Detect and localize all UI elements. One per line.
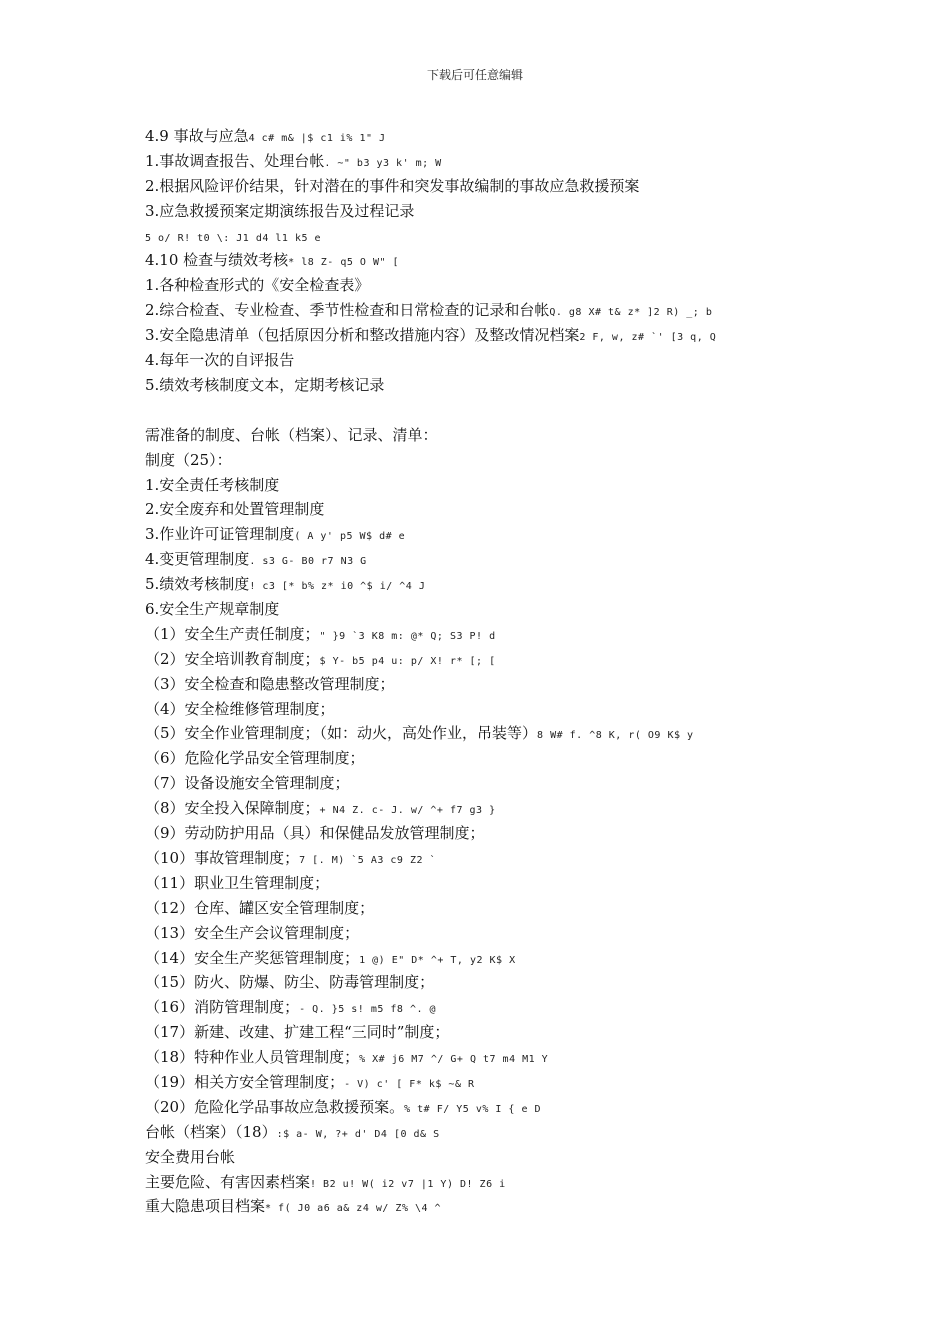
text-line (145, 995, 925, 1020)
line-text: （15）防火、防爆、防尘、防毒管理制度； (145, 973, 435, 992)
line-text: 需准备的制度、台帐（档案）、记录、清单： (145, 425, 438, 444)
line-noise-text: ! B2 u! W( i2 v7 |1 Y) D! Z6 i (310, 1178, 506, 1190)
text-line (145, 1170, 925, 1195)
line-text: （1）安全生产责任制度； (145, 624, 320, 643)
text-line (145, 149, 925, 174)
text-line (145, 572, 925, 597)
text-line (145, 273, 925, 298)
text-line (145, 846, 925, 871)
text-line (145, 1045, 925, 1070)
line-text: 3.应急救援预案定期演练报告及过程记录 (145, 201, 415, 220)
line-text: （3）安全检查和隐患整改管理制度； (145, 674, 395, 693)
document-body (145, 124, 925, 1219)
line-noise-text: :$ a- W, ?+ d' D4 [0 d& S (276, 1128, 440, 1140)
line-text: 5.绩效考核制度 (145, 575, 250, 594)
line-text: （7）设备设施安全管理制度； (145, 774, 350, 793)
text-line (145, 473, 925, 498)
line-text: （9）劳动防护用品（具）和保健品发放管理制度； (145, 824, 485, 843)
line-text: 3.作业许可证管理制度 (145, 525, 295, 544)
line-noise-text: 1 @) E" D* ^+ T, y2 K$ X (359, 954, 516, 966)
text-line (145, 896, 925, 921)
line-text: 4.9 事故与应急 (145, 127, 249, 145)
line-text: 2.根据风险评价结果，针对潜在的事件和突发事故编制的事故应急救援预案 (145, 176, 640, 195)
line-noise-text: % t# F/ Y5 v% I { e D (404, 1103, 542, 1115)
line-noise-text: . s3 G- B0 r7 N3 G (249, 556, 367, 568)
line-text: （5）安全作业管理制度；（如：动火，高处作业，吊装等） (145, 724, 538, 743)
line-text: （8）安全投入保障制度； (145, 799, 320, 818)
text-line (145, 746, 925, 771)
line-noise-text: ! c3 [* b% z* i0 ^$ i/ ^4 J (249, 581, 426, 593)
text-line (145, 497, 925, 522)
line-text: 安全费用台帐 (145, 1147, 236, 1166)
text-line (145, 821, 925, 846)
text-line (145, 224, 925, 249)
line-text: 重大隐患项目档案 (145, 1197, 266, 1216)
text-line (145, 1095, 925, 1120)
line-text: （6）危险化学品安全管理制度； (145, 749, 365, 768)
line-text: （2）安全培训教育制度； (145, 649, 320, 668)
line-text: （19）相关方安全管理制度； (145, 1072, 345, 1091)
text-line (145, 970, 925, 995)
line-text: 制度（25）： (145, 450, 232, 469)
line-noise-text: % X# j6 M7 ^/ G+ Q t7 m4 M1 Y (359, 1054, 549, 1066)
line-text: （17）新建、改建、扩建工程“三同时”制度； (145, 1023, 450, 1042)
line-noise-text: . ~" b3 y3 k' m; W (324, 157, 442, 169)
text-line (145, 323, 925, 348)
line-noise-text: + N4 Z. c- J. w/ ^+ f7 g3 } (319, 805, 496, 817)
page-header: 下载后可任意编辑 (426, 68, 523, 82)
line-text: 1.安全责任考核制度 (145, 475, 280, 494)
line-text: （11）职业卫生管理制度； (145, 873, 330, 892)
line-text: 2.安全废弃和处置管理制度 (145, 500, 325, 519)
line-text: 6.安全生产规章制度 (145, 600, 280, 619)
line-text: 5.绩效考核制度文本，定期考核记录 (145, 375, 385, 394)
line-text: 主要危险、有害因素档案 (145, 1172, 311, 1191)
text-line (145, 248, 925, 273)
line-text: 4.10 检查与绩效考核 (145, 251, 289, 270)
line-text: （16）消防管理制度； (145, 998, 300, 1017)
line-text: 1.事故调查报告、处理台帐 (145, 151, 325, 170)
line-noise-text: 4 c# m& |$ c1 i% 1" J (248, 133, 386, 144)
line-text: 2.综合检查、专业检查、季节性检查和日常检查的记录和台帐 (145, 301, 550, 320)
text-line (145, 721, 925, 746)
line-noise-text: 5 o/ R! t0 \: J1 d4 l1 k5 e (145, 232, 322, 244)
line-noise-text: 7 [. M) `5 A3 c9 Z2 ` (299, 854, 437, 866)
line-noise-text: 8 W# f. ^8 K, r( O9 K$ y (537, 730, 694, 742)
text-line (145, 199, 925, 224)
line-noise-text: - Q. }5 s! m5 f8 ^. @ (299, 1004, 437, 1016)
text-line (145, 871, 925, 896)
text-line (145, 522, 925, 547)
text-line (145, 921, 925, 946)
text-line (145, 647, 925, 672)
line-text: （14）安全生产奖惩管理制度； (145, 948, 360, 967)
line-text: （20）危险化学品事故应急救援预案。 (145, 1097, 405, 1116)
text-line (145, 622, 925, 647)
text-line (145, 697, 925, 722)
line-noise-text: - V) c' [ F* k$ ~& R (344, 1078, 475, 1090)
text-line (145, 796, 925, 821)
line-text: 1.各种检查形式的《安全检查表》 (145, 276, 370, 295)
text-line (145, 1070, 925, 1095)
line-text: （4）安全检维修管理制度； (145, 699, 335, 718)
line-text: 3.安全隐患清单（包括原因分析和整改措施内容）及整改情况档案 (145, 326, 580, 345)
line-text: 4.变更管理制度 (145, 550, 250, 569)
line-noise-text: * l8 Z- q5 O W" [ (288, 257, 400, 269)
line-text: 4.每年一次的自评报告 (145, 351, 295, 370)
text-line (145, 174, 925, 199)
text-line (145, 771, 925, 796)
text-line (145, 597, 925, 622)
line-noise-text: * f( J0 a6 a& z4 w/ Z% \4 ^ (265, 1203, 442, 1215)
text-line (145, 1145, 925, 1170)
text-line (145, 1020, 925, 1045)
line-noise-text: " }9 `3 K8 m: @* Q; S3 P! d (319, 630, 496, 642)
text-line (145, 124, 925, 149)
line-noise-text: $ Y- b5 p4 u: p/ X! r* [; [ (319, 655, 496, 667)
line-noise-text: Q. g8 X# t& z* ]2 R) _; b (549, 307, 713, 319)
line-text: （13）安全生产会议管理制度； (145, 923, 360, 942)
text-line (145, 672, 925, 697)
text-line (145, 946, 925, 971)
text-line (145, 1194, 925, 1219)
text-line (145, 398, 925, 423)
text-line (145, 423, 925, 448)
line-text: 台帐（档案）（18） (145, 1122, 277, 1141)
text-line (145, 547, 925, 572)
text-line (145, 348, 925, 373)
line-noise-text: ( A y' p5 W$ d# e (294, 531, 406, 543)
text-line (145, 373, 925, 398)
text-line (145, 1120, 925, 1145)
text-line (145, 298, 925, 323)
line-text: （12）仓库、罐区安全管理制度； (145, 898, 375, 917)
line-noise-text: 2 F, w, z# `' [3 q, Q (579, 332, 717, 344)
line-text: （10）事故管理制度； (145, 848, 300, 867)
text-line (145, 448, 925, 473)
line-text: （18）特种作业人员管理制度； (145, 1048, 360, 1067)
